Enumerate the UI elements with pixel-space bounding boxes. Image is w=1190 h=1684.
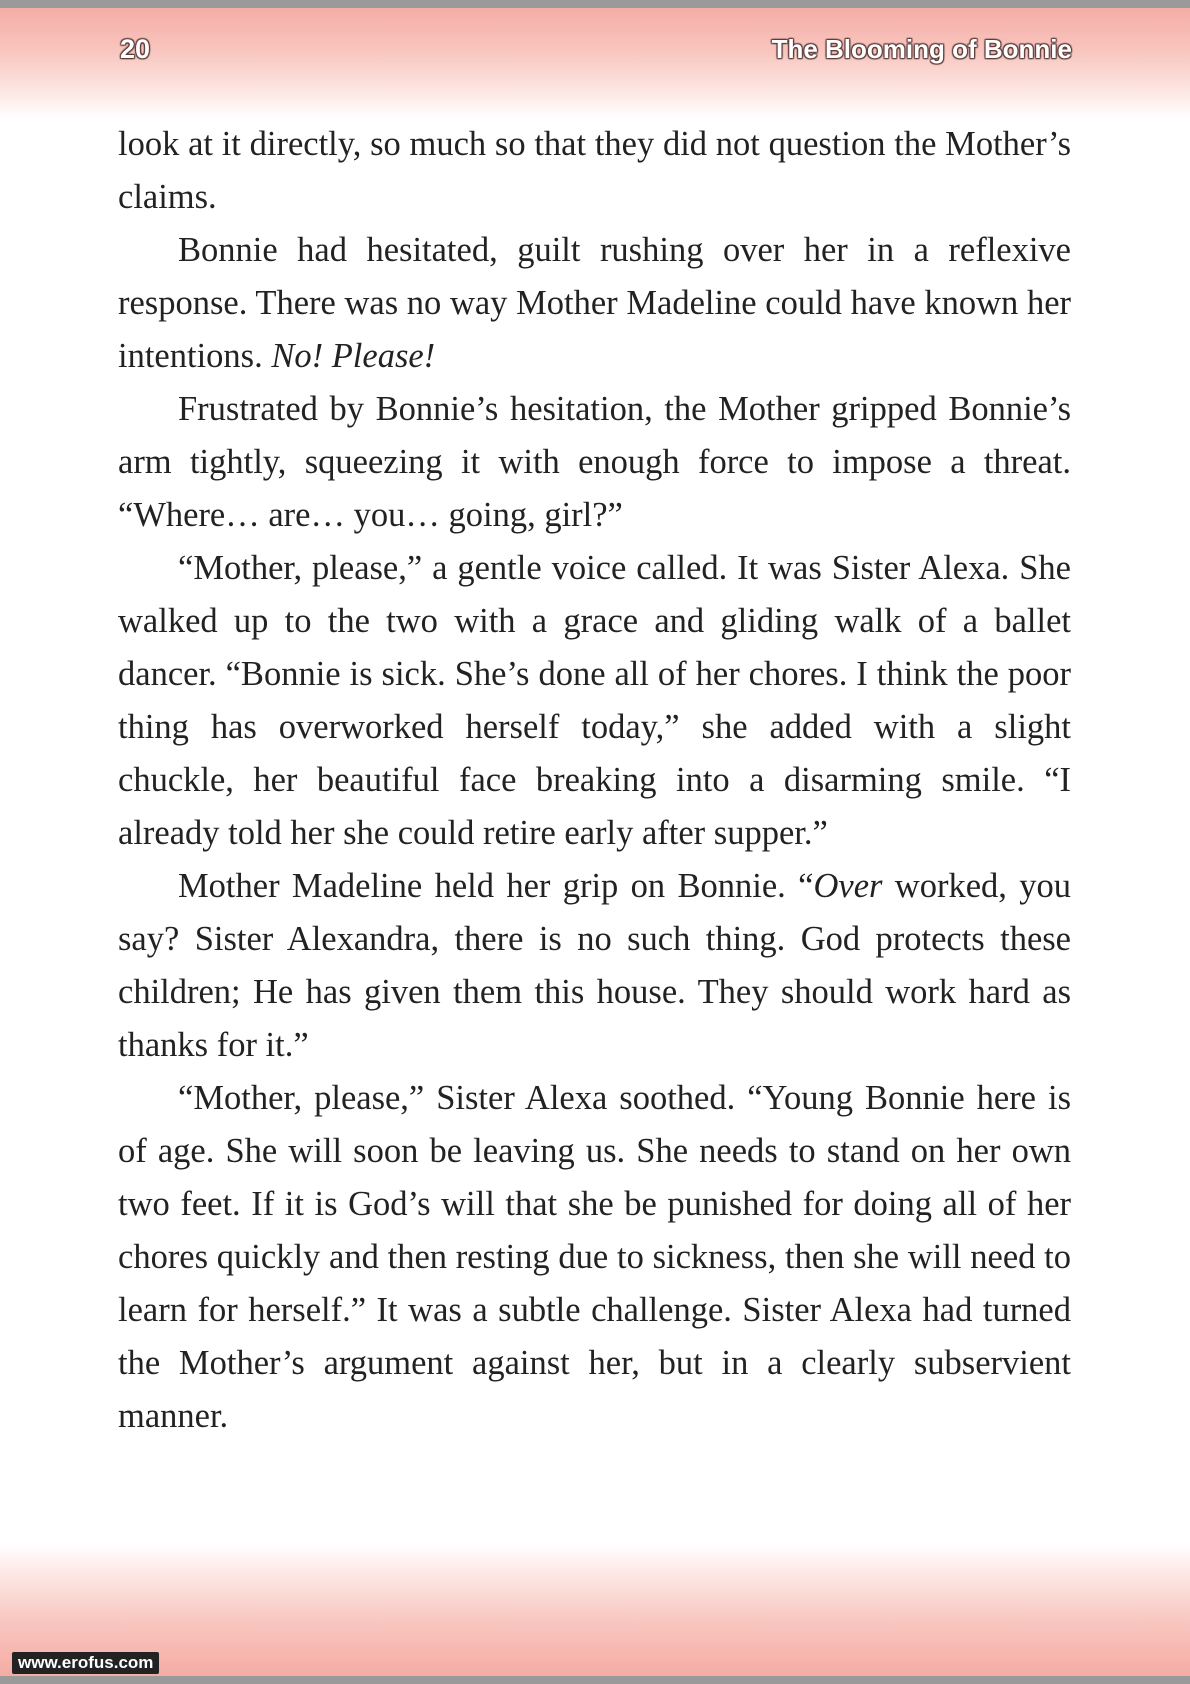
paragraph-3 — [118, 383, 1071, 542]
paragraph-text: “Mother, please,” a gentle voice called. It was Sister Alexa. She walked up to the two with a grace and gliding walk of a ballet dancer. “Bonnie is sick. She’s done all of her chores. I think the poor thing has overworked herself today,” she added with a slight chuckle, her beautiful face breaking into a disarming smile. “I already told her she could retire early after supper.” — [118, 549, 1071, 852]
italic-text: No! Please! — [271, 337, 436, 375]
paragraph-text: Mother Madeline held her grip on Bonnie. “ — [178, 867, 814, 905]
body-text — [118, 118, 1071, 1443]
paragraph-text: Frustrated by Bonnie’s hesitation, the Mother gripped Bonnie’s arm tightly, squeezing it with enough force to impose a threat. “Where… are… you… going, girl?” — [118, 390, 1071, 534]
paragraph-text: look at it directly, so much so that they did not question the Mother’s claims. — [118, 125, 1071, 216]
paragraph-5 — [118, 860, 1071, 1072]
paragraph-6 — [118, 1072, 1071, 1443]
paragraph-text: “Mother, please,” Sister Alexa soothed. “Young Bonnie here is of age. She will soon be leaving us. She needs to stand on her own two feet. If it is God’s will that she be punished for doing all of her chores quickly and then resting due to sickness, then she will need to learn for herself.” It was a subtle challenge. Sister Alexa had turned the Mother’s argument against her, but in a clearly subservient manner. — [118, 1079, 1071, 1435]
page-number: 20 — [120, 34, 151, 64]
paragraph-1 — [118, 118, 1071, 224]
paragraph-text: Bonnie had hesitated, guilt rushing over her in a reflexive response. There was no way Mother Madeline could have known her intentions. — [118, 231, 1071, 375]
paragraph-4 — [118, 542, 1071, 860]
watermark: www.erofus.com — [12, 1652, 159, 1674]
footer-band — [0, 1544, 1190, 1684]
italic-text: Over — [813, 867, 883, 905]
running-title: The Blooming of Bonnie — [771, 34, 1072, 64]
paragraph-2 — [118, 224, 1071, 383]
paragraph-text: worked, you say? Sister Alexandra, there is no such thing. God protects these children; He has given them this house. They should work hard as thanks for it.” — [118, 867, 1072, 1064]
